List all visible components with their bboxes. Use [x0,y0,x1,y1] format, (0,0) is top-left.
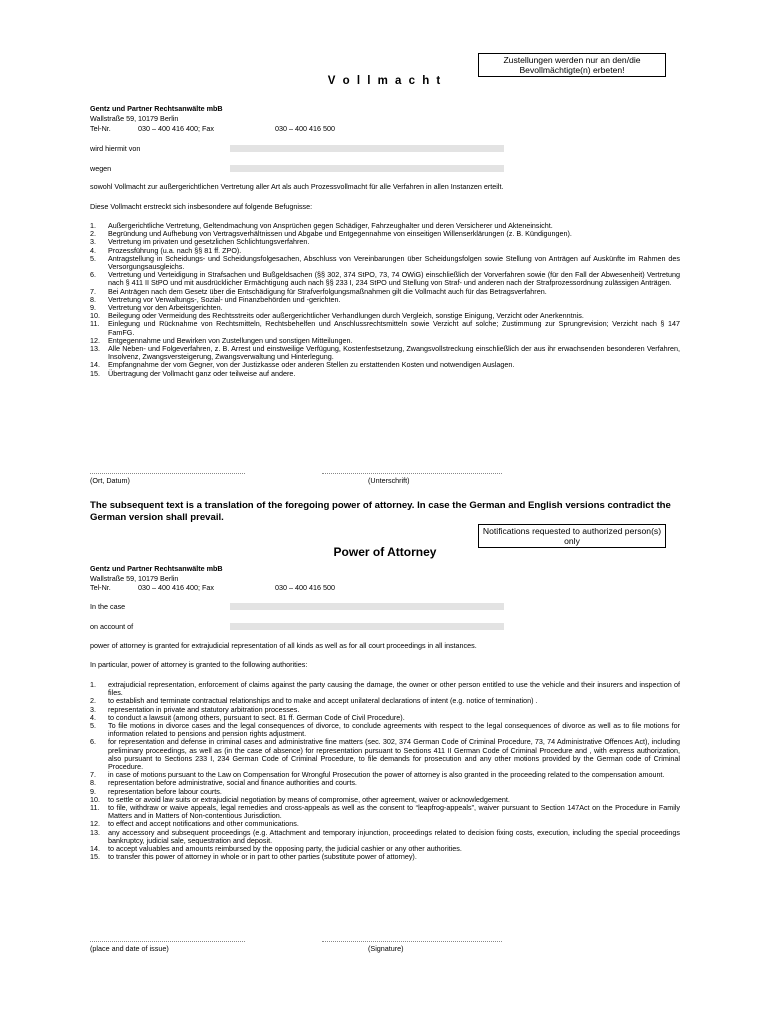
list-item-number: 4. [90,712,96,722]
field-label-matter: wegen [90,164,112,173]
list-item-text: Einlegung und Rücknahme von Rechtsmitteln, Rechtsbehelfen und Anschlussrechtsmitteln sowie Verzicht auf solche; Zustimmung zur Sprungrevision; Verzicht nach § 147 FamFG. [108,319,680,337]
list-item-number: 5. [90,721,96,731]
list-item-number: 3. [90,237,96,247]
list-item [90,681,680,697]
list-item-text: Vertretung vor den Arbeitsgerichten. [108,303,223,313]
powers-intro-english: In particular, power of attorney is granted to the following authorities: [90,660,308,669]
list-item-number: 9. [90,786,96,796]
list-item-number: 6. [90,270,96,280]
list-item-number: 2. [90,696,96,706]
account-input[interactable] [230,623,504,630]
list-item-number: 13. [90,827,100,837]
firm-fax: 030 – 400 416 500 [275,583,335,592]
list-item-text: Übertragung der Vollmacht ganz oder teilweise auf andere. [108,368,296,378]
list-item-text: Begründung und Aufhebung von Vertragsverhältnissen und Abgabe und Entgegennahme von einseitigen Willenserklärungen (z. B. Kündigungen). [108,229,572,239]
list-item-number: 10. [90,794,100,804]
list-item-text: Vertretung im privaten und gesetzlichen Schlichtungsverfahren. [108,237,310,247]
signature-line-place [90,941,245,942]
list-item-number: 13. [90,344,100,354]
list-item-number: 7. [90,770,96,780]
matter-input[interactable] [230,165,504,172]
list-item-text: to file, withdraw or waive appeals, legal remedies and cross-appeals as well as the consent to “leapfrog-appeals”, waiver pursuant to Section 147Act on the Procedure in Family Matters and in Matters of Non-contentious Jurisdiction. [108,803,680,821]
list-item-text: to effect and accept notifications and other communications. [108,819,299,829]
list-item [90,370,680,378]
notice-text: Notifications requested to authorized person(s) only [482,526,662,546]
notice-box-german [478,53,666,77]
signature-line-signature [322,473,502,474]
list-item-text: for representation and defense in criminal cases and administrative fine matters (sec. 302, 374 German Code of Criminal Procedure, 73, 74 Administrative Offences Act), including preliminary proceedings, as well as (in the case of absence) for representation pursuant to Sections 411 II German Code of Criminal Procedure and , with express authorization, also pursuant to Sections 233 I, 234 German Code of Criminal Procedure, to file demands for prosecution and any other motions provided by the German code of Criminal Procedure. [108,737,680,772]
list-item-number: 4. [90,245,96,255]
document-title: V o l l m a c h t [327,75,443,87]
list-item-text: to establish and terminate contractual relationships and to make and accept unilateral declarations of intent (e.g. notice of termination) . [108,696,538,706]
signature-label: (Unterschrift) [368,476,410,485]
list-item [90,738,680,771]
client-input[interactable] [230,145,504,152]
list-item [90,829,680,845]
list-item-number: 1. [90,221,96,230]
list-item [90,271,680,287]
list-item-text: to transfer this power of attorney in whole or in part to other parties (substitute power of attorney). [108,852,417,862]
list-item [90,345,680,361]
list-item-text: in case of motions pursuant to the Law on Compensation for Wrongful Prosecution the power of attorney is also granted in the proceeding related to the compensation amount. [108,770,665,780]
list-item [90,722,680,738]
list-item-number: 3. [90,704,96,714]
list-item-text: Alle Neben- und Folgeverfahren, z. B. Arrest und einstweilige Verfügung, Kostenfestsetzung, Zwangsvollstreckung einschließlich der aus ihr erwachsenden besonderen Verfahren, Insolvenz, Zwangsversteigerung, Zwangsverwaltung und Hinterlegung. [108,344,680,362]
list-item-number: 8. [90,294,96,304]
firm-tel-label: Tel-Nr. [90,583,111,592]
list-item-text: Entgegennahme und Bewirken von Zustellungen und sonstigen Mitteilungen. [108,335,353,345]
list-item-text: Empfangnahme der vom Gegner, von der Justizkasse oder anderen Stellen zu erstattenden Kosten und notwendigen Auslagen. [108,360,515,370]
firm-address: Wallstraße 59, 10179 Berlin [90,574,179,583]
scope-text-english: power of attorney is granted for extrajudicial representation of all kinds as well as for all court proceedings in all instances. [90,641,477,650]
list-item-text: Prozessführung (u.a. nach §§ 81 ff. ZPO). [108,245,242,255]
field-label-case: In the case [90,602,126,611]
list-item-text: representation before administrative, social and finance authorities and courts. [108,778,357,788]
list-item-text: any accessory and subsequent proceedings (e.g. Attachment and temporary injunction, proceedings related to decision fixing costs, execution, including the special proceedings bankruptcy, judicial sale, sequestration and deposit. [108,827,680,845]
signature-line-signature [322,941,502,942]
translation-note: The subsequent text is a translation of the foregoing power of attorney. In case the German and English versions contradict the German version shall prevail. [90,500,671,523]
signature-label: (Signature) [368,944,404,953]
list-item-number: 10. [90,311,100,321]
field-label-client: wird hiermit von [90,144,141,153]
firm-fax: 030 – 400 416 500 [275,124,335,133]
list-item-text: representation in private and statutory arbitration processes. [108,704,300,714]
list-item-text: extrajudicial representation, enforcement of claims against the party causing the damage, the owner or other person entitled to use the vehicle and their insurers and inspection of files. [108,680,680,698]
list-item-number: 12. [90,335,100,345]
list-item-number: 14. [90,360,100,370]
list-item-number: 14. [90,844,100,854]
powers-list-english [90,681,680,861]
list-item-number: 7. [90,286,96,296]
list-item-number: 9. [90,303,96,313]
list-item-number: 2. [90,229,96,239]
list-item-text: to conduct a lawsuit (among others, pursuant to sect. 81 ff. German Code of Civil Procedure). [108,712,405,722]
list-item [90,853,680,861]
firm-tel-label: Tel-Nr. [90,124,111,133]
firm-tel: 030 – 400 416 400; Fax [138,583,214,592]
list-item [90,320,680,336]
place-date-label: (place and date of issue) [90,944,169,953]
firm-tel: 030 – 400 416 400; Fax [138,124,214,133]
list-item-number: 12. [90,819,100,829]
signature-line-place [90,473,245,474]
list-item-text: Beilegung oder Vermeidung des Rechtsstreits oder außergerichtlicher Verhandlungen durch Vergleich, sonstige Einigung, Verzicht oder Anerkenntnis. [108,311,584,321]
notice-text: Zustellungen werden nur an den/die Bevollmächtigte(n) erbeten! [503,55,641,75]
list-item-text: Bei Anträgen nach dem Gesetz über die Entschädigung für Strafverfolgungsmaßnahmen gilt die Vollmacht auch für das Betragsverfahren. [108,286,547,296]
list-item-text: Vertretung und Verteidigung in Strafsachen und Bußgeldsachen (§§ 302, 374 StPO, 73, 74 OWiG) einschließlich der Vorverfahren sowie (für den Fall der Abwesenheit) Vertretung nach § 411 II StPO und mit ausdrücklicher Ermächtigung auch nach §§ 233 I, 234 StPO und Stellung von Straf- und anderen nach der Strafprozessordnung zulässigen Anträgen. [108,270,680,288]
list-item-text: to settle or avoid law suits or extrajudicial negotiation by means of compromise, other agreement, waiver or acknowledgement. [108,794,510,804]
list-item-text: Außergerichtliche Vertretung, Geltendmachung von Ansprüchen gegen Schädiger, Fahrzeughalter und deren Versicherer und Akteneinsicht. [108,221,553,230]
list-item-number: 6. [90,737,96,747]
list-item [90,804,680,820]
list-item-text: Vertretung vor Verwaltungs-, Sozial- und Finanzbehörden und -gerichten. [108,294,341,304]
powers-intro: Diese Vollmacht erstreckt sich insbesondere auf folgende Befugnisse: [90,202,313,211]
list-item-text: To file motions in divorce cases and the legal consequences of divorce, to conclude agreements with respect to the legal consequences of divorce as well as to file motions for information related to pensions and pension rights adjustment. [108,721,680,739]
list-item-number: 8. [90,778,96,788]
firm-address: Wallstraße 59, 10179 Berlin [90,114,179,123]
place-date-label: (Ort, Datum) [90,476,130,485]
document-title-english: Power of Attorney [333,545,437,559]
list-item-text: to accept valuables and amounts reimbursed by the opposing party, the judicial cashier or any other authorities. [108,844,462,854]
firm-name: Gentz und Partner Rechtsanwälte mbB [90,564,223,573]
list-item-number: 15. [90,852,100,862]
list-item-text: representation before labour courts. [108,786,222,796]
scope-text: sowohl Vollmacht zur außergerichtlichen Vertretung aller Art als auch Prozessvollmacht für alle Verfahren in allen Instanzen erteilt. [90,182,504,191]
list-item-number: 1. [90,680,96,689]
notice-box-english [478,524,666,548]
powers-list-german [90,222,680,378]
firm-name: Gentz und Partner Rechtsanwälte mbB [90,104,223,113]
list-item [90,255,680,271]
list-item-number: 11. [90,319,100,329]
list-item-text: Antragstellung in Scheidungs- und Scheidungsfolgesachen, Abschluss von Vereinbarungen über Scheidungsfolgen sowie Stellung von Anträgen auf Auskünfte im Rahmen des Versorgungsausgleichs. [108,253,680,272]
field-label-account: on account of [90,622,134,631]
list-item-number: 15. [90,368,100,378]
list-item-number: 5. [90,253,96,263]
list-item-number: 11. [90,803,100,813]
case-input[interactable] [230,603,504,610]
